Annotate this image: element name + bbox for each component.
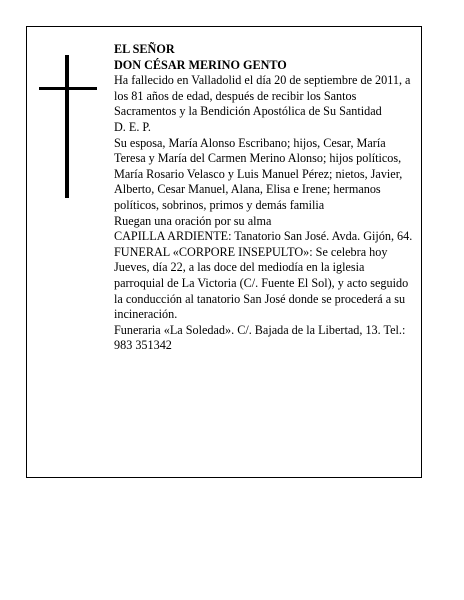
notice-title-line1: EL SEÑOR: [114, 42, 175, 56]
prayer-request: Ruegan una oración por su alma: [114, 213, 272, 228]
funeral-info: FUNERAL «CORPORE INSEPULTO»: Se celebra hoy Jueves, día 22, a las doce del mediodía en la iglesia parroquial de La Victoria (C/. Fuente El Sol), y acto seguido la conducción al tanatorio San José donde se procederá a su incineración.: [114, 244, 409, 322]
cross-horizontal-bar: [39, 87, 97, 90]
notice-text-block: [114, 42, 416, 354]
cross-vertical-bar: [65, 55, 69, 198]
obituary-notice: [26, 26, 422, 478]
family-mourners: Su esposa, María Alonso Escribano; hijos, Cesar, María Teresa y María del Carmen Merino Alonso; hijos políticos, María Rosario Velasco y Luis Manuel Pérez; nietos, Javier, Alberto, Cesar Manuel, Alana, Elisa e Irene; hermanos políticos, sobrinos, primos y demás familia: [114, 135, 403, 212]
chapel-info: CAPILLA ARDIENTE: Tanatorio San José. Avda. Gijón, 64.: [114, 229, 413, 244]
death-announcement: Ha fallecido en Valladolid el día 20 de septiembre de 2011, a los 81 años de edad, después de recibir los Santos Sacramentos y la Bendición Apostólica de Su Santidad: [114, 73, 411, 119]
deceased-name: DON CÉSAR MERINO GENTO: [114, 57, 287, 72]
rip-abbreviation: D. E. P.: [114, 119, 151, 134]
funeral-home-info: Funeraria «La Soledad». C/. Bajada de la Libertad, 13. Tel.: 983 351342: [114, 322, 406, 353]
